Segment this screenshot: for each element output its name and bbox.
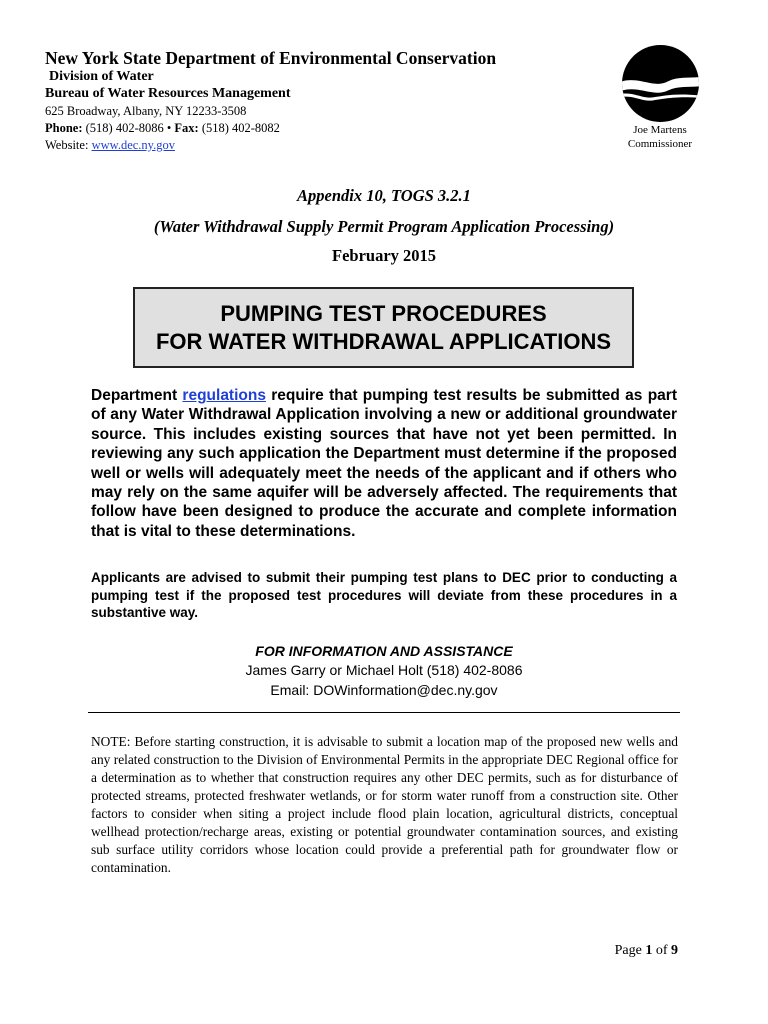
- title-line-2: FOR WATER WITHDRAWAL APPLICATIONS: [155, 329, 612, 354]
- advisory-paragraph: Applicants are advised to submit their pumping test plans to DEC prior to conducting a pumping test if the proposed test procedures will deviate from these procedures in a substantive way.: [91, 570, 677, 620]
- intro-text-start: Department: [91, 387, 183, 404]
- document-date: February 2015: [331, 246, 437, 265]
- phone-fax-line: [45, 120, 565, 137]
- phone-number: (518) 402-8086 •: [85, 121, 172, 135]
- contact-names: James Garry or Michael Holt (518) 402-8086: [245, 662, 523, 678]
- page-of: of: [655, 943, 668, 958]
- page-label: Page: [614, 943, 642, 958]
- contact-email: Email: DOWinformation@dec.ny.gov: [270, 682, 498, 698]
- construction-note: NOTE: Before starting construction, it is advisable to submit a location map of the proposed new wells and any related construction to the Division of Environmental Permits in the appropriate DEC Regional office for a determination as to whether that construction requires any other DEC permits, such as for disturbance of protected streams, protected freshwater wetlands, or for storm water runoff from a construction site. Other factors to consider when siting a project include flood plain location, agricultural districts, conceptual wellhead protection/recharge areas, existing or potential groundwater contamination sources, and existing sub surface utility corridors whose location could provide a preferential path for groundwater flow or contamination.: [91, 734, 678, 875]
- agency-name: New York State Department of Environmental Conservation: [45, 48, 497, 68]
- letterhead: [45, 48, 565, 154]
- contact-block: [0, 643, 768, 700]
- website-label: Website:: [45, 138, 89, 152]
- website-link[interactable]: www.dec.ny.gov: [91, 138, 175, 152]
- commissioner-name: Joe Martens: [633, 124, 687, 136]
- fax-number: (518) 402-8082: [201, 121, 280, 135]
- website-line: [45, 137, 565, 154]
- title-line-1: PUMPING TEST PROCEDURES: [220, 301, 547, 326]
- divider: [88, 712, 680, 713]
- dec-logo-icon: [622, 45, 699, 122]
- page-current: 1: [645, 943, 653, 958]
- division-name: Division of Water: [49, 69, 154, 84]
- page-number: [615, 943, 678, 959]
- page-total: 9: [671, 943, 678, 958]
- title-box: [133, 287, 634, 368]
- intro-text-rest: require that pumping test results be submitted as part of any Water Withdrawal Application involving a new or additional groundwater source. This includes existing sources that have not yet been permitted. In reviewing any such application the Department must determine if the proposed well or wells will adequately meet the needs of the applicant and if others who may rely on the same aquifer will be adversely affected. The requirements that follow have been designed to produce the accurate and complete information that is vital to these determinations.: [91, 387, 677, 540]
- bureau-name: Bureau of Water Resources Management: [45, 86, 291, 101]
- address: 625 Broadway, Albany, NY 12233-3508: [45, 104, 247, 118]
- document-subtitle: (Water Withdrawal Supply Permit Program Application Processing): [153, 217, 615, 236]
- fax-label: Fax:: [174, 121, 199, 135]
- appendix-label: Appendix 10, TOGS 3.2.1: [297, 186, 471, 205]
- commissioner-title: Commissioner: [627, 137, 693, 150]
- phone-label: Phone:: [45, 121, 83, 135]
- intro-paragraph: [91, 386, 677, 541]
- contact-heading: FOR INFORMATION AND ASSISTANCE: [255, 643, 513, 659]
- commissioner-block: [606, 124, 714, 151]
- regulations-link[interactable]: regulations: [182, 387, 266, 404]
